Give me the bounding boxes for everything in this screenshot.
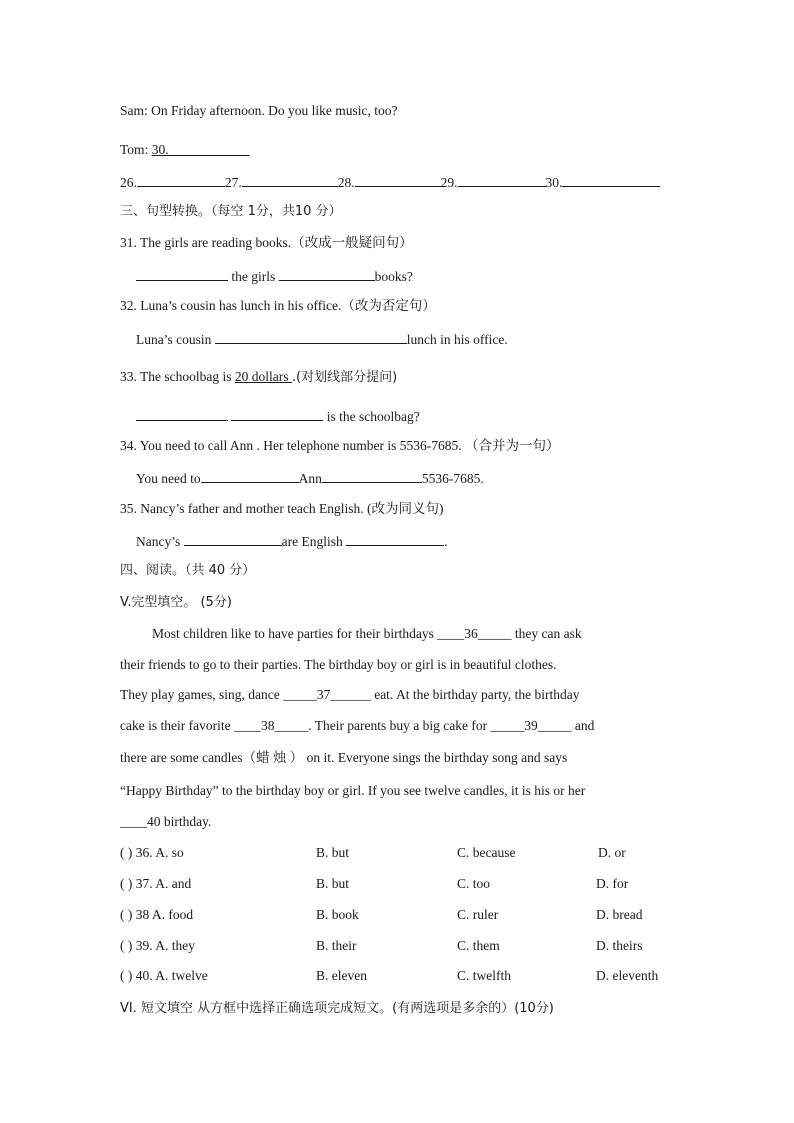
answer-num: 26. bbox=[120, 175, 137, 190]
option-d: D. bread bbox=[596, 907, 643, 922]
option-d: D. theirs bbox=[596, 938, 643, 953]
answer-blank[interactable] bbox=[346, 531, 444, 546]
answer-blank[interactable] bbox=[137, 172, 225, 187]
q32-end-text: lunch in his office. bbox=[406, 332, 508, 347]
option-c: C. because bbox=[457, 845, 516, 860]
question-35-answer bbox=[136, 531, 447, 551]
q35-mid-text: are English bbox=[281, 534, 347, 549]
section6-title: VI. 短文填空 从方框中选择正确选项完成短文。(有两选项是多余的）(10分) bbox=[120, 1001, 554, 1016]
cloze-title: V.完型填空。 (5分) bbox=[120, 595, 232, 610]
dialog-tom-prefix: Tom: bbox=[120, 142, 152, 157]
question-35: 35. Nancy’s father and mother teach English. (改为同义句) bbox=[120, 501, 444, 516]
question-34: 34. You need to call Ann . Her telephone number is 5536-7685. （合并为一句） bbox=[120, 438, 560, 453]
answer-num: 29. bbox=[440, 175, 458, 190]
option-b: B. but bbox=[316, 845, 350, 860]
option-question: ( ) 38 A. food bbox=[120, 907, 194, 922]
answer-blank[interactable] bbox=[201, 468, 299, 483]
option-d: D. eleventh bbox=[596, 968, 659, 983]
option-b: B. eleven bbox=[316, 968, 367, 983]
answer-blank[interactable] bbox=[136, 406, 228, 421]
q31-end-text: books? bbox=[374, 269, 413, 284]
passage-line: They play games, sing, dance _____37______ eat. At the birthday party, the birthday bbox=[120, 687, 580, 702]
answer-num: 30. bbox=[545, 175, 563, 190]
passage-line: there are some candles（蜡 烛 ） on it. Everyone sings the birthday song and says bbox=[120, 750, 568, 765]
q35-end-text: . bbox=[444, 534, 448, 549]
question-33-answer bbox=[136, 406, 420, 426]
section3-title: 三、句型转换。（每空 1分，共10 分） bbox=[120, 204, 342, 219]
answer-blank[interactable] bbox=[322, 468, 422, 483]
answer-blank[interactable] bbox=[279, 266, 375, 281]
option-d: D. for bbox=[596, 876, 629, 891]
option-b: B. book bbox=[316, 907, 359, 922]
passage-line: Most children like to have parties for their birthdays ____36_____ they can ask bbox=[152, 626, 582, 641]
q34-start-text: You need to bbox=[136, 471, 201, 486]
passage-line: ____40 birthday. bbox=[120, 814, 212, 829]
q32-start-text: Luna’s cousin bbox=[136, 332, 215, 347]
answer-num: 28. bbox=[337, 175, 355, 190]
passage-line: their friends to go to their parties. The birthday boy or girl is in beautiful clothes. bbox=[120, 657, 557, 672]
passage-line: “Happy Birthday” to the birthday boy or girl. If you see twelve candles, it is his or her bbox=[120, 783, 586, 798]
answer-blank[interactable] bbox=[215, 329, 407, 344]
dialog-tom-line bbox=[120, 141, 250, 159]
question-33 bbox=[120, 368, 397, 387]
answer-blank[interactable] bbox=[242, 172, 338, 187]
option-question: ( ) 39. A. they bbox=[120, 938, 195, 953]
question-32: 32. Luna’s cousin has lunch in his office.（改为否定句） bbox=[120, 298, 436, 313]
q34-mid-text: Ann bbox=[298, 471, 322, 486]
question-34-answer bbox=[136, 468, 484, 488]
q31-mid-text: the girls bbox=[228, 269, 279, 284]
q34-end-text: 5536-7685. bbox=[421, 471, 484, 486]
passage-line: cake is their favorite ____38_____. Their parents buy a big cake for _____39_____ and bbox=[120, 718, 595, 733]
answer-row bbox=[120, 172, 660, 192]
option-question: ( ) 37. A. and bbox=[120, 876, 192, 891]
option-question: ( ) 40. A. twelve bbox=[120, 968, 208, 983]
q33-end-text: is the schoolbag? bbox=[323, 409, 420, 424]
answer-blank[interactable] bbox=[184, 531, 282, 546]
answer-blank[interactable] bbox=[136, 266, 228, 281]
section4-title: 四、阅读。（共 40 分） bbox=[120, 563, 256, 578]
answer-num: 27. bbox=[224, 175, 242, 190]
q35-start-text: Nancy’s bbox=[136, 534, 184, 549]
answer-blank[interactable] bbox=[562, 172, 660, 187]
answer-blank[interactable] bbox=[458, 172, 546, 187]
dialog-tom-answer: 30. bbox=[151, 142, 169, 157]
option-b: B. but bbox=[316, 876, 350, 891]
option-c: C. them bbox=[457, 938, 500, 953]
option-c: C. twelfth bbox=[457, 968, 511, 983]
option-c: C. ruler bbox=[457, 907, 499, 922]
answer-blank[interactable] bbox=[231, 406, 323, 421]
q33-instruction: .(对划线部分提问) bbox=[291, 370, 398, 385]
q33-underlined-part: 20 dollars bbox=[234, 369, 292, 384]
option-c: C. too bbox=[457, 876, 491, 891]
q33-start-text: 33. The schoolbag is bbox=[120, 369, 235, 384]
option-question: ( ) 36. A. so bbox=[120, 845, 184, 860]
option-b: B. their bbox=[316, 938, 357, 953]
question-32-answer bbox=[136, 329, 508, 349]
option-d: D. or bbox=[598, 845, 626, 860]
question-31: 31. The girls are reading books.（改成一般疑问句） bbox=[120, 235, 413, 250]
question-31-answer bbox=[136, 266, 413, 286]
answer-blank[interactable] bbox=[355, 172, 441, 187]
dialog-sam-line: Sam: On Friday afternoon. Do you like music, too? bbox=[120, 103, 398, 118]
